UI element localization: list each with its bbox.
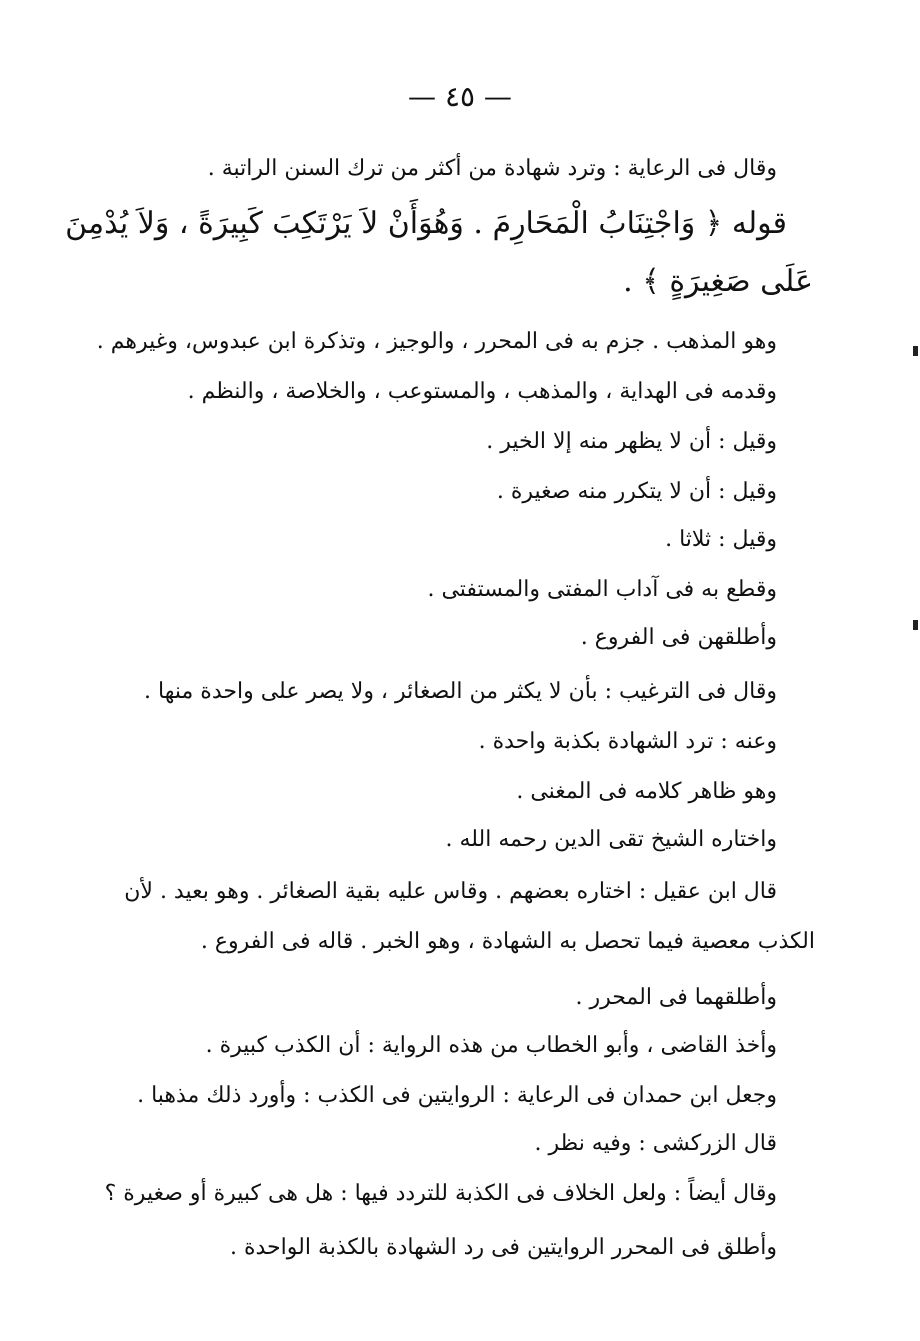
text-line: وقدمه فى الهداية ، والمذهب ، والمستوعب ، والخلاصة ، والنظم .: [187, 379, 777, 404]
text-line: قال ابن عقيل : اختاره بعضهم . وقاس عليه بقية الصغائر . وهو بعيد . لأن: [124, 879, 777, 904]
text-line: وهو ظاهر كلامه فى المغنى .: [516, 779, 777, 804]
text-line: وأطلق فى المحرر الروايتين فى رد الشهادة بالكذبة الواحدة .: [230, 1235, 777, 1260]
text-line: وجعل ابن حمدان فى الرعاية : الروايتين فى الكذب : وأورد ذلك مذهبا .: [137, 1083, 777, 1108]
text-line: وقيل : أن لا يظهر منه إلا الخير .: [486, 429, 777, 454]
text-line: واختاره الشيخ تقى الدين رحمه الله .: [445, 827, 777, 852]
page-number: — ٤٥ —: [408, 80, 512, 113]
text-line: وقيل : أن لا يتكرر منه صغيرة .: [496, 479, 777, 504]
quran-line: قوله ﴿ وَاجْتِنَابُ الْمَحَارِمَ . وَهُوَأَنْ لاَ يَرْتَكِبَ كَبِيرَةً ، وَلاَ يُدْمِنَ: [65, 206, 787, 241]
quran-line: عَلَى صَغِيرَةٍ ﴾ .: [623, 264, 813, 299]
scan-edge-mark: [913, 620, 918, 630]
text-line: وقيل : ثلاثا .: [665, 527, 777, 552]
text-line: وقال أيضاً : ولعل الخلاف فى الكذبة للتردد فيها : هل هى كبيرة أو صغيرة ؟: [104, 1181, 777, 1206]
text-line: وقال فى الرعاية : وترد شهادة من أكثر من ترك السنن الراتبة .: [207, 156, 777, 181]
text-line: وأطلقهن فى الفروع .: [580, 625, 777, 650]
scan-edge-mark: [913, 346, 918, 356]
text-line: وأخذ القاضى ، وأبو الخطاب من هذه الرواية : أن الكذب كبيرة .: [205, 1033, 777, 1058]
text-line: وقطع به فى آداب المفتى والمستفتى .: [427, 577, 777, 602]
text-line: قال الزركشى : وفيه نظر .: [534, 1131, 777, 1156]
text-line: وقال فى الترغيب : بأن لا يكثر من الصغائر ، ولا يصر على واحدة منها .: [144, 679, 777, 704]
text-line: وهو المذهب . جزم به فى المحرر ، والوجيز ، وتذكرة ابن عبدوس، وغيرهم .: [96, 329, 777, 354]
text-line: وعنه : ترد الشهادة بكذبة واحدة .: [478, 729, 777, 754]
text-line: وأطلقهما فى المحرر .: [575, 985, 777, 1010]
text-line: الكذب معصية فيما تحصل به الشهادة ، وهو الخبر . قاله فى الفروع .: [200, 929, 815, 954]
